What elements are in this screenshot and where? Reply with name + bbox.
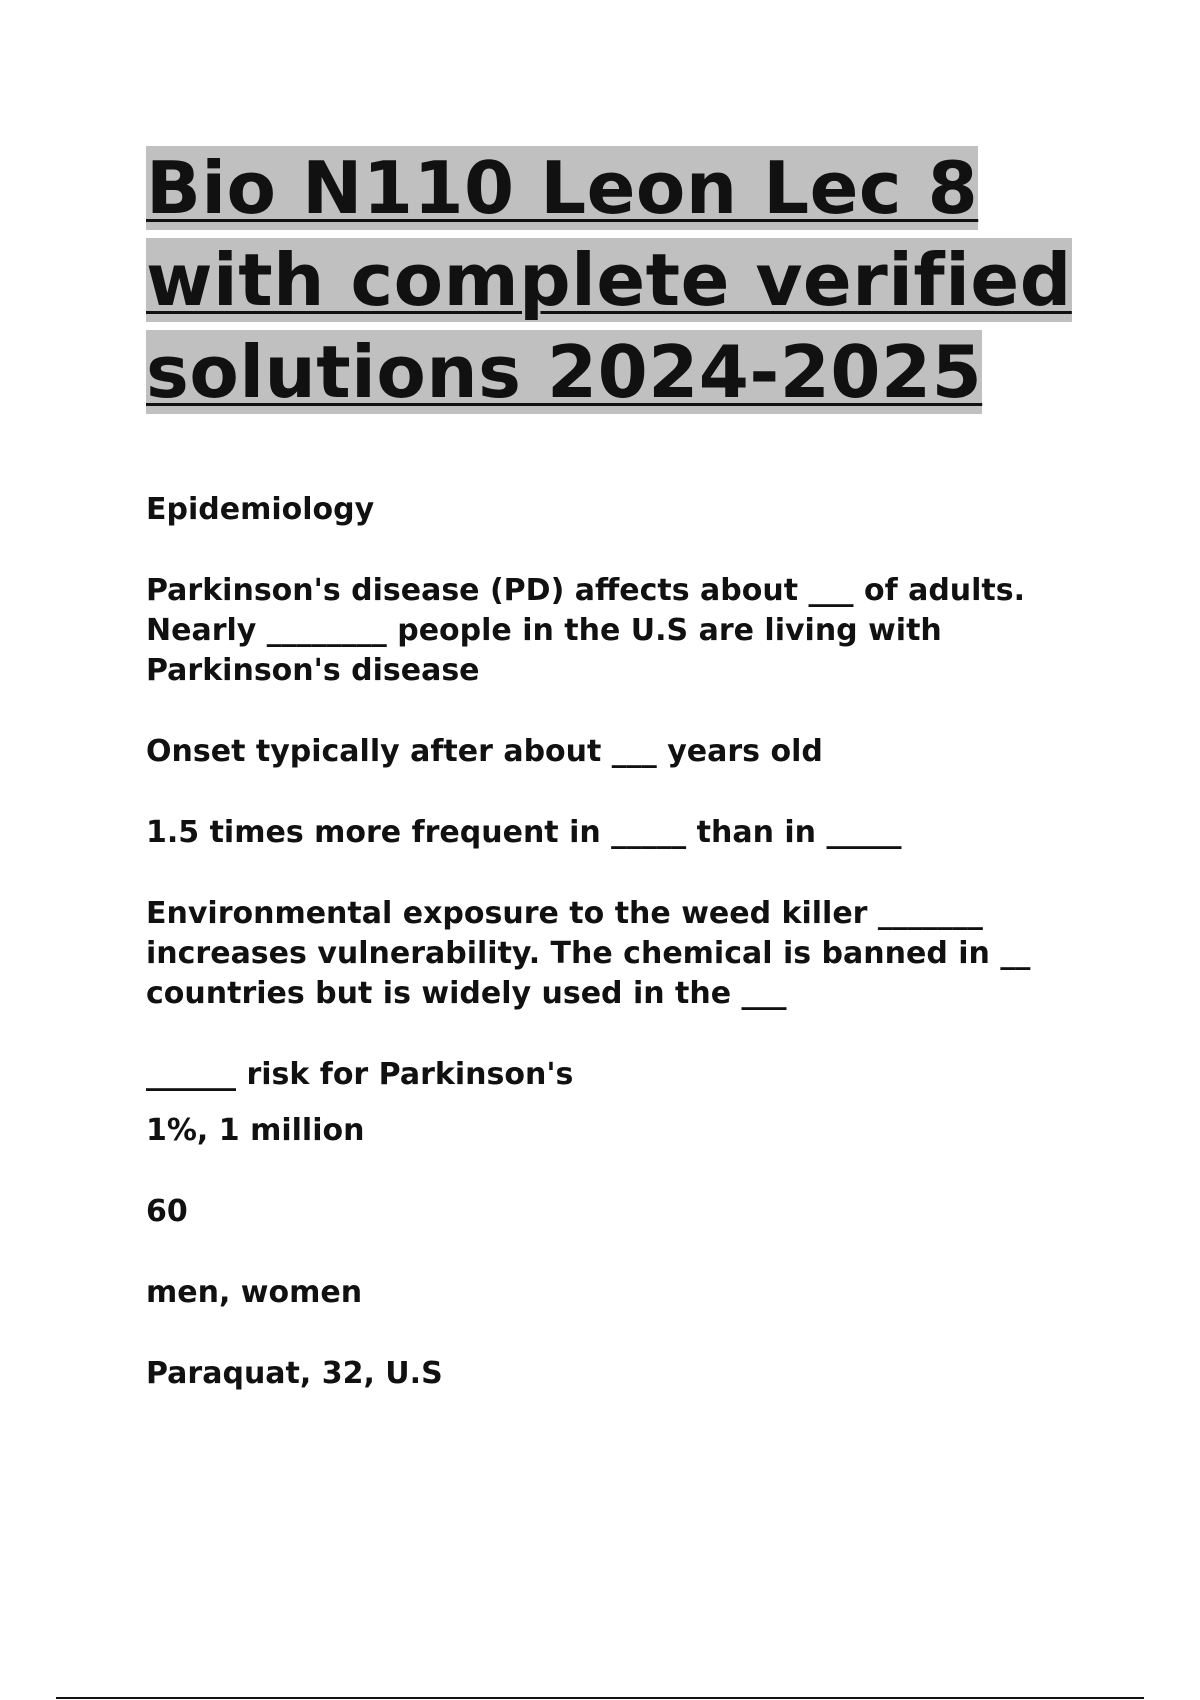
- title-line-2: with complete verified: [146, 238, 1072, 322]
- answer-frequency: men, women: [146, 1275, 363, 1310]
- answer-prevalence: 1%, 1 million: [146, 1113, 365, 1148]
- section-heading: Epidemiology: [146, 492, 375, 527]
- document-title: [146, 142, 1106, 418]
- page-bottom-rule: [56, 1697, 1144, 1699]
- question-environment: Environmental exposure to the weed killer _______ increases vulnerability. The chemical is banned in __ countries but is widely used in the ___: [146, 896, 1031, 1011]
- answer-environment: Paraquat, 32, U.S: [146, 1356, 443, 1391]
- question-frequency: 1.5 times more frequent in _____ than in _____: [146, 815, 902, 850]
- question-prevalence: Parkinson's disease (PD) affects about ___ of adults. Nearly ________ people in the U.S are living with Parkinson's disease: [146, 573, 1026, 688]
- document-body: [146, 490, 1086, 1435]
- question-onset: Onset typically after about ___ years old: [146, 734, 823, 769]
- answer-onset: 60: [146, 1194, 188, 1229]
- title-line-3: solutions 2024-2025: [146, 330, 983, 414]
- title-line-1: Bio N110 Leon Lec 8: [146, 146, 979, 230]
- question-risk: ______ risk for Parkinson's: [146, 1057, 574, 1092]
